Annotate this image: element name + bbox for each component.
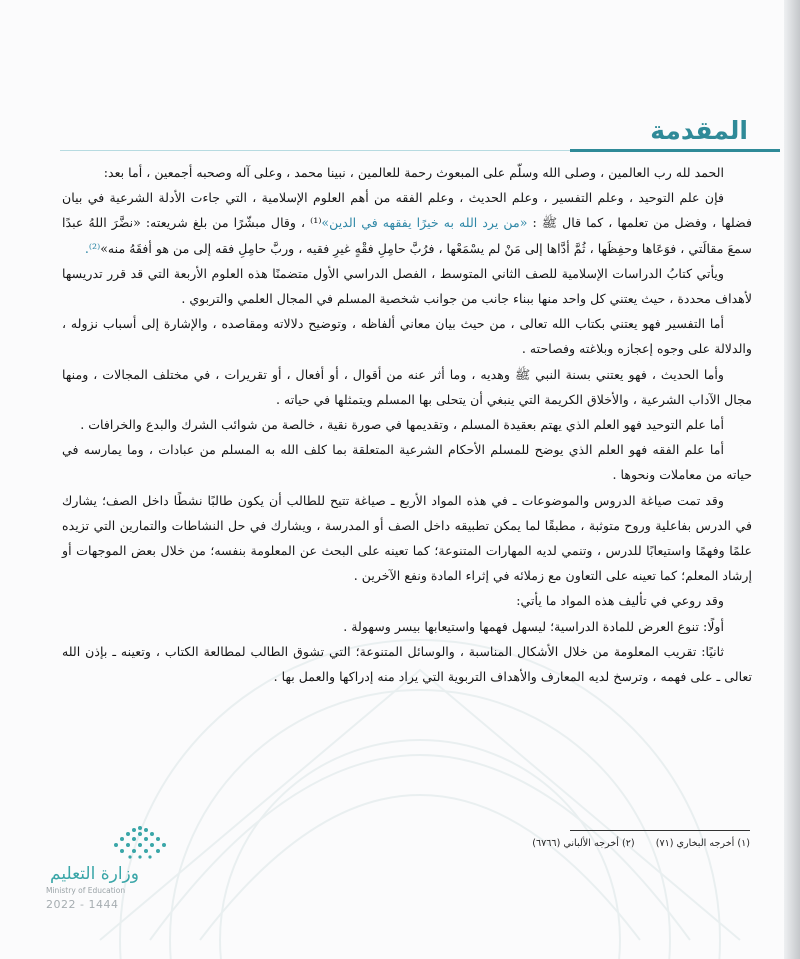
paragraph-fiqh: أما علم الفقه فهو العلم الذي يوضح للمسلم الأحكام الشرعية المتعلقة بما كلف الله به المسلم من عبادات ، وما يمارسه في حياته من معاملات ونحوها . (62, 442, 752, 483)
paragraph-opening: الحمد لله رب العالمين ، وصلى الله وسلّم على المبعوث رحمة للعالمين ، نبينا محمد ، وعلى آله وصحبه أجمعين ، أما بعد: (103, 165, 724, 180)
paragraph-book: ويأتي كتابُ الدراسات الإسلامية للصف الثاني المتوسط ، الفصل الدراسي الأول متضمنًا هذه العلوم الأربعة التي قد قرر تدريسها لأهداف محددة ، حيث يعتني كل واحد منها ببناء جانب من جوانب شخصية المسلم في المجال العلمي والتربوي . (62, 265, 752, 307)
paragraph-hadith: وأما الحديث ، فهو يعتني بسنة النبي ﷺ وهديه ، وما أثر عنه من أقوال ، أو أفعال ، أو تقريرات ، في مختلف المجالات ، ومنها مجال الآداب الشرعية ، والأخلاق الكريمة التي ينبغي أن يتحلى بها المسلم ويتمثلها في حياته . (62, 366, 752, 407)
ministry-logo (30, 822, 190, 917)
footnote-1: (١) أخرجه البخاري (٧١) (655, 838, 750, 849)
ministry-logo-dots-icon (90, 822, 190, 862)
paragraph-tawhid: أما علم التوحيد فهو العلم الذي يهتم بعقيدة المسلم ، وتقديمها في صورة نقية ، خالصة من شوائب الشرك والبدع والخرافات . (80, 417, 724, 433)
footnotes (514, 838, 750, 849)
paragraph-sciences: فإن علم التوحيد ، وعلم التفسير ، وعلم الحديث ، وعلم الفقه من أهم العلوم الإسلامية ، التي جاءت الأدلة الشرعية في بيان فضلها ، وفضل من تعلمها ، كما قال ﷺ : «من يرد الله به خيرًا يفقهه في الدين»⁽¹⁾ ، وقال مبشّرًا من بلغ شريعته: «نضَّرَ اللهُ عبدًا سمعَ مقالَتي ، فوَعَاها وحفِظَها ، ثُمَّ أدَّاها إلى مَنْ لم يسْمَعْها ، فرُبَّ حامِلِ فقْهٍ غيرِ فقيه ، وربَّ حامِلِ فقه إلى من هو أفقَهُ منه»⁽²⁾. (62, 190, 752, 256)
edition-year: 2022 - 1444 (46, 898, 119, 911)
title-underline (60, 149, 780, 153)
page-edge-shade (784, 0, 800, 959)
paragraph-tafsir: أما التفسير فهو يعتني بكتاب الله تعالى ، من حيث بيان معاني ألفاظه ، وتوضيح دلالاته ومقاصده ، والإشارة إلى أسباب نزوله ، والدلالة على وجوه إعجازه وبلاغته وفصاحته . (62, 316, 752, 357)
footnote-2: (٢) أخرجه الألباني (٦٧٦٦) (532, 838, 635, 849)
ministry-name: وزارة التعليم (50, 864, 139, 884)
intro-body (62, 160, 752, 689)
hadith-quote-2: ⁽²⁾. (84, 240, 101, 256)
ministry-name-english: Ministry of Education (46, 886, 126, 895)
paragraph-lessons: وقد تمت صياغة الدروس والموضوعات ـ في هذه المواد الأربع ـ صياغة تتيح للطالب أن يكون طالبًا نشطًا داخل الصف؛ يشارك في الدرس بفاعلية وروح متوثبة ، مطبقًا لما يمكن تطبيقه داخل الصف أو المدرسة ، ويشارك في حل النشاطات والتمارين التي تزيده علمًا وفهمًا واستيعابًا للدرس ، وتنمي لديه المهارات المتنوعة؛ كما تعينه على البحث عن المعلومة بنفسه؛ من خلال بعض الموجهات أو إرشاد المعلم؛ كما تعينه على التعاون مع زملائه في إثراء المادة ونفع الآخرين . (62, 492, 752, 584)
paragraph-second: ثانيًا: تقريب المعلومة من خلال الأشكال المناسبة ، والوسائل المتنوعة؛ التي تشوق الطالب لمطالعة الكتاب ، وتعينه ـ بإذن الله تعالى ـ على فهمه ، وترسخ لديه المعارف والأهداف التربوية التي يراد منه إدراكها والعمل بها . (62, 643, 752, 685)
page-title: المقدمة (650, 116, 748, 145)
hadith-quote-1: «من يرد الله به خيرًا يفقهه في الدين» (321, 215, 528, 231)
paragraph-considered: وقد روعي في تأليف هذه المواد ما يأتي: (516, 593, 724, 609)
paragraph-first: أولًا: تنوع العرض للمادة الدراسية؛ ليسهل فهمها واستيعابها بيسر وسهولة . (343, 618, 724, 634)
footnote-rule (570, 830, 750, 831)
